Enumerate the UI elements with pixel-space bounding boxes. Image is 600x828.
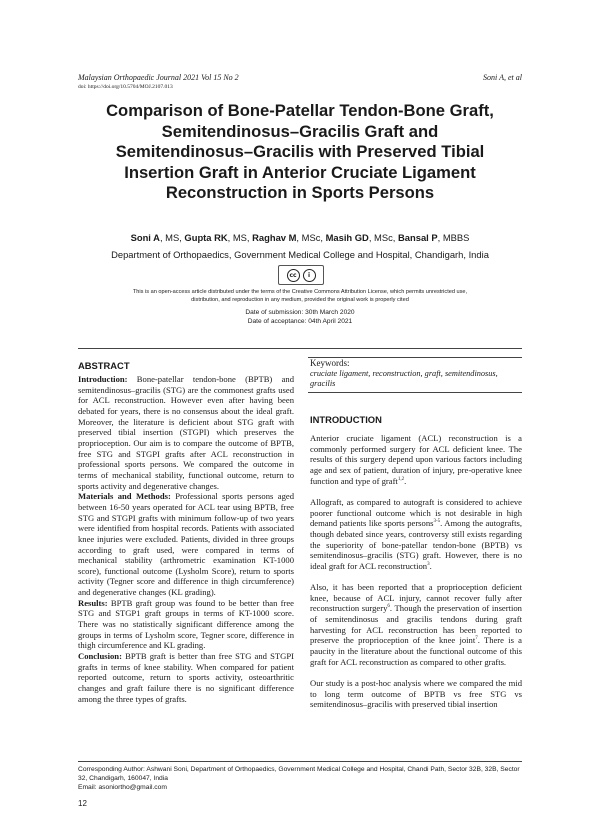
introduction-heading: INTRODUCTION: [310, 414, 382, 425]
intro-paragraph: [310, 497, 522, 572]
abstract-text: Bone-patellar tendon-bone (BPTB) and semitendinosus–gracilis (STG) are the commonest grafts used for ACL reconstruction. However even after having been debated for years, there is no consensus about the ideal graft. Moreover, the literature is deficient about STG graft with preserved tibial insertion (STGPI) which preserves the proprioception. Our aim is to compare the outcome of BPTB, free STG and STGPI grafts after ACL reconstruction in professional sports persons. We compared the outcome in terms of mechanical stability, functional outcome, return to sports activity and degenerative changes.: [78, 374, 294, 491]
introduction-body: [310, 433, 522, 721]
abstract-label: Introduction:: [78, 374, 128, 384]
cc-icon: cc: [287, 269, 300, 282]
intro-text: Allograft, as compared to autograft is considered to achieve poorer functional outcome which is not desirable in high demand patients like sports persons: [310, 496, 522, 529]
intro-text: Our study is a post-hoc analysis where we compared the mid to long term outcome of BPTB vs free STG vs semitendinosus–gracilis with preserved tibial insertion: [310, 678, 522, 710]
author-name: Raghav M: [252, 232, 297, 243]
attribution-icon: i: [303, 269, 316, 282]
citation-ref[interactable]: 1,2: [397, 476, 405, 482]
intro-paragraph: [310, 678, 522, 710]
footer-divider: [78, 761, 522, 762]
article-dates: [200, 309, 400, 326]
keywords-label: Keywords:: [310, 358, 350, 368]
doi-link[interactable]: doi: https://doi.org/10.5704/MOJ.2107.013: [78, 84, 173, 90]
citation-ref[interactable]: 6: [387, 604, 390, 610]
intro-text: .: [404, 475, 407, 486]
keywords-list: cruciate ligament, reconstruction, graft, semitendinosus, gracilis: [310, 369, 498, 388]
license-line: distribution, and reproduction in any medium, provided the original work is properly cited: [191, 297, 409, 303]
abstract-body: [78, 374, 294, 704]
author-degree: , MS,: [227, 232, 253, 243]
creative-commons-icon[interactable]: [278, 265, 324, 285]
acceptance-date: Date of acceptance: 04th April 2021: [247, 317, 353, 325]
intro-paragraph: [310, 433, 522, 486]
abstract-methods: [78, 491, 294, 598]
intro-text: . There is a paucity in the literature about the functional outcome of this graft for ACL reconstruction as compared to other grafts.: [310, 635, 522, 667]
intro-text: . Among the autografts, though debated since years, controversy still exists regarding the superiority of bone-patellar tendon-bone (BPTB) vs semitendinosus–gracilis (STG) graft. However, there is no ideal graft for ACL reconstruction: [310, 518, 522, 571]
abstract-introduction: [78, 374, 294, 491]
citation-ref[interactable]: 3: [427, 562, 430, 567]
author-degree: , MSc,: [296, 232, 326, 243]
author-name: Soni A: [130, 232, 160, 243]
license-notice: [120, 288, 480, 304]
citation-ref[interactable]: 3-5: [433, 519, 441, 525]
journal-citation: Malaysian Orthopaedic Journal 2021 Vol 15 No 2: [78, 73, 239, 82]
abstract-label: Conclusion:: [78, 651, 122, 662]
citation-ref[interactable]: 7: [475, 636, 478, 642]
abstract-results: [78, 598, 294, 651]
author-name: Masih GD: [325, 232, 369, 243]
abstract-text: Professional sports persons aged between 16-50 years operated for ACL tear using BPTB, free STG and STGPI grafts with minimum follow-up of two years were identified from hospital records. Patients with associated knee injuries were excluded. Patients, divided in three groups according to graft used, were compared in terms of mechanical stability (arthrometric examination KT-1000 score), functional outcome (Lysholm Score), return to sports activity (Tegner score and difference in thigh circumference) and degenerative changes (KL grading).: [78, 491, 294, 598]
abstract-label: Results:: [78, 597, 108, 608]
intro-text: . Though the preservation of insertion of semitendinosus and gracilis tendons during graft harvesting for ACL reconstruction has been reported to preserve the proprioception of the knee joint: [310, 603, 522, 646]
author-name: Gupta RK: [184, 232, 228, 243]
abstract-conclusion: [78, 651, 294, 704]
abstract-heading: ABSTRACT: [78, 360, 130, 371]
intro-text: .: [429, 560, 432, 571]
abstract-text: BPTB graft is better than free STG and STGPI grafts in terms of knee stability. When compared for patient reported outcome, return to sports activity, osteoarthritic changes and graft failure there is no significant difference among the three types of grafts.: [78, 651, 294, 704]
abstract-text: BPTB graft group was found to be better than free STG and STGP1 graft groups in terms of KT-1000 score. There was no statistically significant difference among the groups in terms of Lysholm score, Tegner score, difference in thigh circumference and KL grading.: [78, 597, 294, 651]
intro-text: Anterior cruciate ligament (ACL) reconstruction is a commonly performed surgery for ACL deficient knee. The results of this surgery depend upon various factors including age and sex of patient, duration of injury, pre-operative knee function and type of graft: [310, 433, 522, 486]
corresponding-author: Corresponding Author: Ashwani Soni, Department of Orthopaedics, Government Medical College and Hospital, Chandi Path, Sector 32B, 32B, Sector 32, Chandigarh, 160047, India: [78, 766, 520, 783]
section-divider: [78, 348, 522, 349]
running-authors: Soni A, et al: [483, 73, 522, 82]
author-name: Bansal P: [398, 232, 438, 243]
author-degree: , MBBS: [437, 232, 470, 243]
license-line: This is an open-access article distributed under the terms of the Creative Commons Attribution License, which permits unrestricted use,: [132, 289, 468, 295]
abstract-label: Materials and Methods:: [78, 491, 171, 502]
page-number: 12: [78, 799, 87, 808]
author-degree: , MS,: [159, 232, 185, 243]
affiliation: Department of Orthopaedics, Government Medical College and Hospital, Chandigarh, India: [111, 249, 489, 260]
author-email[interactable]: Email: asoniortho@gmail.com: [78, 784, 167, 791]
author-degree: , MSc,: [368, 232, 399, 243]
author-list: [60, 232, 540, 243]
article-title: Comparison of Bone-Patellar Tendon-Bone Graft, Semitendinosus–Gracilis Graft and Semitendinosus–Gracilis with Preserved Tibial Insertion Graft in Anterior Cruciate Ligament Reconstruction in Sports Persons: [106, 101, 494, 202]
intro-text: Also, it has been reported that a proprioception deficient knee, because of ACL injury, cannot recover fully after reconstruction surgery: [310, 582, 522, 614]
submission-date: Date of submission: 30th March 2020: [245, 309, 355, 316]
intro-paragraph: [310, 582, 522, 667]
